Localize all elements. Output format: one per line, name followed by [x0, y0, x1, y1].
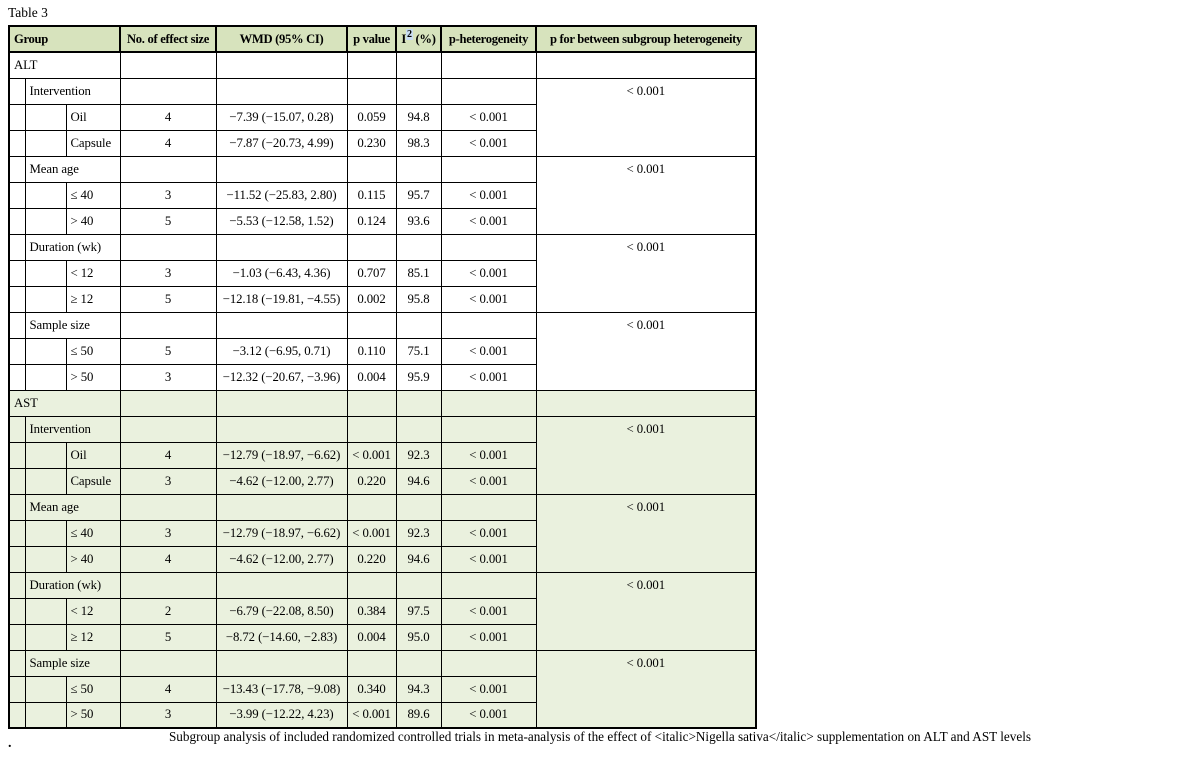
i2-value: 95.0 [396, 624, 441, 650]
i2-value: 94.6 [396, 468, 441, 494]
row-label: Oil [66, 442, 120, 468]
empty-cell [120, 312, 216, 338]
col-header-wmd: WMD (95% CI) [216, 26, 347, 52]
empty-cell [347, 156, 396, 182]
indent-cell [9, 572, 25, 598]
subgroup-label: Duration (wk) [25, 572, 120, 598]
empty-cell [396, 572, 441, 598]
col-header-pbetween: p for between subgroup heterogeneity [536, 26, 756, 52]
row-label: ≥ 12 [66, 624, 120, 650]
empty-cell [120, 78, 216, 104]
empty-cell [216, 572, 347, 598]
i2-value: 75.1 [396, 338, 441, 364]
empty-cell [120, 156, 216, 182]
empty-cell [347, 390, 396, 416]
indent-cell [25, 598, 66, 624]
i2-value: 89.6 [396, 702, 441, 728]
empty-cell [441, 390, 536, 416]
indent-cell [25, 624, 66, 650]
wmd-value: −3.99 (−12.22, 4.23) [216, 702, 347, 728]
row-label: > 50 [66, 702, 120, 728]
indent-cell [9, 364, 25, 390]
row-label: < 12 [66, 598, 120, 624]
empty-cell [216, 494, 347, 520]
empty-cell [216, 156, 347, 182]
indent-cell [9, 182, 25, 208]
section-row-ast [9, 390, 756, 416]
indent-cell [9, 234, 25, 260]
p-between-value: < 0.001 [536, 650, 756, 728]
i2-value: 95.9 [396, 364, 441, 390]
indent-cell [9, 130, 25, 156]
subgroup-row [9, 156, 756, 182]
wmd-value: −6.79 (−22.08, 8.50) [216, 598, 347, 624]
empty-cell [347, 416, 396, 442]
stray-period: . [8, 736, 12, 751]
section-row-alt [9, 52, 756, 78]
p-value: < 0.001 [347, 520, 396, 546]
indent-cell [25, 520, 66, 546]
alt-section [9, 52, 756, 390]
p-value: 0.115 [347, 182, 396, 208]
indent-cell [25, 676, 66, 702]
effect-size-value: 5 [120, 286, 216, 312]
subgroup-row [9, 416, 756, 442]
subgroup-row [9, 572, 756, 598]
section-name: AST [9, 390, 120, 416]
i2-suffix: (%) [412, 31, 436, 46]
row-label: < 12 [66, 260, 120, 286]
empty-cell [396, 390, 441, 416]
indent-cell [9, 598, 25, 624]
indent-cell [9, 208, 25, 234]
row-label: Capsule [66, 130, 120, 156]
empty-cell [536, 390, 756, 416]
empty-cell [216, 650, 347, 676]
effect-size-value: 3 [120, 260, 216, 286]
subgroup-label: Sample size [25, 312, 120, 338]
empty-cell [120, 494, 216, 520]
empty-cell [120, 234, 216, 260]
indent-cell [9, 546, 25, 572]
p-het-value: < 0.001 [441, 676, 536, 702]
indent-cell [9, 104, 25, 130]
effect-size-value: 5 [120, 208, 216, 234]
empty-cell [347, 234, 396, 260]
indent-cell [9, 468, 25, 494]
table-label: Table 3 [8, 5, 48, 20]
section-name: ALT [9, 52, 120, 78]
subgroup-row [9, 234, 756, 260]
indent-cell [25, 702, 66, 728]
empty-cell [441, 234, 536, 260]
indent-cell [25, 364, 66, 390]
indent-cell [9, 650, 25, 676]
p-value: 0.059 [347, 104, 396, 130]
col-header-group: Group [9, 26, 120, 52]
empty-cell [216, 78, 347, 104]
empty-cell [216, 416, 347, 442]
subgroup-label: Duration (wk) [25, 234, 120, 260]
row-label: ≤ 40 [66, 520, 120, 546]
p-het-value: < 0.001 [441, 286, 536, 312]
indent-cell [9, 442, 25, 468]
p-het-value: < 0.001 [441, 260, 536, 286]
indent-cell [9, 494, 25, 520]
col-header-pvalue: p value [347, 26, 396, 52]
wmd-value: −12.32 (−20.67, −3.96) [216, 364, 347, 390]
empty-cell [347, 312, 396, 338]
empty-cell [120, 572, 216, 598]
effect-size-value: 4 [120, 130, 216, 156]
i2-value: 95.7 [396, 182, 441, 208]
empty-cell [216, 312, 347, 338]
effect-size-value: 4 [120, 104, 216, 130]
indent-cell [25, 260, 66, 286]
row-label: ≥ 12 [66, 286, 120, 312]
empty-cell [396, 312, 441, 338]
subgroup-label: Intervention [25, 78, 120, 104]
empty-cell [216, 390, 347, 416]
indent-cell [9, 676, 25, 702]
p-value: 0.230 [347, 130, 396, 156]
p-het-value: < 0.001 [441, 364, 536, 390]
effect-size-value: 4 [120, 442, 216, 468]
empty-cell [396, 78, 441, 104]
subgroup-analysis-table [8, 25, 757, 729]
wmd-value: −1.03 (−6.43, 4.36) [216, 260, 347, 286]
indent-cell [9, 260, 25, 286]
indent-cell [25, 104, 66, 130]
empty-cell [396, 234, 441, 260]
effect-size-value: 3 [120, 468, 216, 494]
indent-cell [25, 286, 66, 312]
effect-size-value: 3 [120, 702, 216, 728]
indent-cell [25, 130, 66, 156]
row-label: ≤ 50 [66, 338, 120, 364]
wmd-value: −4.62 (−12.00, 2.77) [216, 468, 347, 494]
i2-superscript-highlight: 2 [406, 29, 412, 41]
row-label: > 50 [66, 364, 120, 390]
i2-value: 92.3 [396, 520, 441, 546]
wmd-value: −7.87 (−20.73, 4.99) [216, 130, 347, 156]
empty-cell [216, 234, 347, 260]
subgroup-label: Sample size [25, 650, 120, 676]
subgroup-row [9, 494, 756, 520]
effect-size-value: 5 [120, 624, 216, 650]
row-label: Oil [66, 104, 120, 130]
i2-base: I [401, 31, 406, 46]
indent-cell [9, 520, 25, 546]
p-value: 0.220 [347, 546, 396, 572]
subgroup-row [9, 78, 756, 104]
p-between-value: < 0.001 [536, 312, 756, 390]
subgroup-row [9, 650, 756, 676]
p-between-value: < 0.001 [536, 572, 756, 650]
p-het-value: < 0.001 [441, 520, 536, 546]
wmd-value: −7.39 (−15.07, 0.28) [216, 104, 347, 130]
p-between-value: < 0.001 [536, 416, 756, 494]
p-het-value: < 0.001 [441, 598, 536, 624]
header-row [9, 26, 756, 52]
p-het-value: < 0.001 [441, 182, 536, 208]
empty-cell [120, 650, 216, 676]
wmd-value: −5.53 (−12.58, 1.52) [216, 208, 347, 234]
indent-cell [9, 286, 25, 312]
i2-value: 97.5 [396, 598, 441, 624]
empty-cell [347, 650, 396, 676]
p-value: 0.384 [347, 598, 396, 624]
effect-size-value: 3 [120, 364, 216, 390]
wmd-value: −12.18 (−19.81, −4.55) [216, 286, 347, 312]
empty-cell [441, 312, 536, 338]
p-value: 0.220 [347, 468, 396, 494]
empty-cell [347, 52, 396, 78]
indent-cell [9, 78, 25, 104]
indent-cell [25, 182, 66, 208]
wmd-value: −3.12 (−6.95, 0.71) [216, 338, 347, 364]
empty-cell [396, 494, 441, 520]
indent-cell [9, 624, 25, 650]
p-between-value: < 0.001 [536, 78, 756, 156]
row-label: > 40 [66, 546, 120, 572]
empty-cell [120, 416, 216, 442]
i2-value: 95.8 [396, 286, 441, 312]
indent-cell [25, 442, 66, 468]
table-caption: Subgroup analysis of included randomized controlled trials in meta-analysis of the effect of <italic>Nigella sativa</italic> supplementation on ALT and AST levels [168, 729, 1032, 744]
indent-cell [25, 468, 66, 494]
i2-value: 94.3 [396, 676, 441, 702]
wmd-value: −11.52 (−25.83, 2.80) [216, 182, 347, 208]
p-value: 0.124 [347, 208, 396, 234]
p-between-value: < 0.001 [536, 156, 756, 234]
p-het-value: < 0.001 [441, 546, 536, 572]
p-between-value: < 0.001 [536, 494, 756, 572]
empty-cell [441, 494, 536, 520]
i2-value: 92.3 [396, 442, 441, 468]
p-het-value: < 0.001 [441, 624, 536, 650]
p-het-value: < 0.001 [441, 702, 536, 728]
subgroup-row [9, 312, 756, 338]
p-value: 0.707 [347, 260, 396, 286]
empty-cell [347, 572, 396, 598]
empty-cell [396, 52, 441, 78]
indent-cell [25, 208, 66, 234]
col-header-i2 [396, 26, 441, 52]
indent-cell [9, 338, 25, 364]
i2-value: 85.1 [396, 260, 441, 286]
p-value: 0.340 [347, 676, 396, 702]
effect-size-value: 4 [120, 546, 216, 572]
effect-size-value: 2 [120, 598, 216, 624]
wmd-value: −8.72 (−14.60, −2.83) [216, 624, 347, 650]
effect-size-value: 4 [120, 676, 216, 702]
p-het-value: < 0.001 [441, 338, 536, 364]
i2-value: 94.8 [396, 104, 441, 130]
empty-cell [120, 390, 216, 416]
col-header-pheterogeneity: p-heterogeneity [441, 26, 536, 52]
col-header-effect-size: No. of effect size [120, 26, 216, 52]
subgroup-label: Intervention [25, 416, 120, 442]
p-het-value: < 0.001 [441, 104, 536, 130]
empty-cell [396, 416, 441, 442]
wmd-value: −4.62 (−12.00, 2.77) [216, 546, 347, 572]
indent-cell [9, 156, 25, 182]
i2-value: 93.6 [396, 208, 441, 234]
empty-cell [347, 494, 396, 520]
empty-cell [441, 52, 536, 78]
p-value: < 0.001 [347, 442, 396, 468]
empty-cell [347, 78, 396, 104]
p-value: 0.002 [347, 286, 396, 312]
wmd-value: −13.43 (−17.78, −9.08) [216, 676, 347, 702]
empty-cell [536, 52, 756, 78]
p-value: 0.004 [347, 624, 396, 650]
row-label: Capsule [66, 468, 120, 494]
p-value: < 0.001 [347, 702, 396, 728]
p-het-value: < 0.001 [441, 468, 536, 494]
ast-section [9, 390, 756, 728]
empty-cell [441, 416, 536, 442]
effect-size-value: 3 [120, 182, 216, 208]
empty-cell [120, 52, 216, 78]
p-het-value: < 0.001 [441, 208, 536, 234]
effect-size-value: 3 [120, 520, 216, 546]
empty-cell [441, 650, 536, 676]
p-value: 0.004 [347, 364, 396, 390]
empty-cell [216, 52, 347, 78]
row-label: ≤ 40 [66, 182, 120, 208]
indent-cell [9, 312, 25, 338]
wmd-value: −12.79 (−18.97, −6.62) [216, 442, 347, 468]
row-label: > 40 [66, 208, 120, 234]
empty-cell [441, 156, 536, 182]
wmd-value: −12.79 (−18.97, −6.62) [216, 520, 347, 546]
p-het-value: < 0.001 [441, 130, 536, 156]
i2-value: 98.3 [396, 130, 441, 156]
empty-cell [441, 78, 536, 104]
indent-cell [9, 416, 25, 442]
p-between-value: < 0.001 [536, 234, 756, 312]
p-value: 0.110 [347, 338, 396, 364]
empty-cell [441, 572, 536, 598]
indent-cell [25, 546, 66, 572]
subgroup-label: Mean age [25, 156, 120, 182]
subgroup-label: Mean age [25, 494, 120, 520]
row-label: ≤ 50 [66, 676, 120, 702]
indent-cell [9, 702, 25, 728]
empty-cell [396, 156, 441, 182]
indent-cell [25, 338, 66, 364]
p-het-value: < 0.001 [441, 442, 536, 468]
i2-value: 94.6 [396, 546, 441, 572]
effect-size-value: 5 [120, 338, 216, 364]
empty-cell [396, 650, 441, 676]
